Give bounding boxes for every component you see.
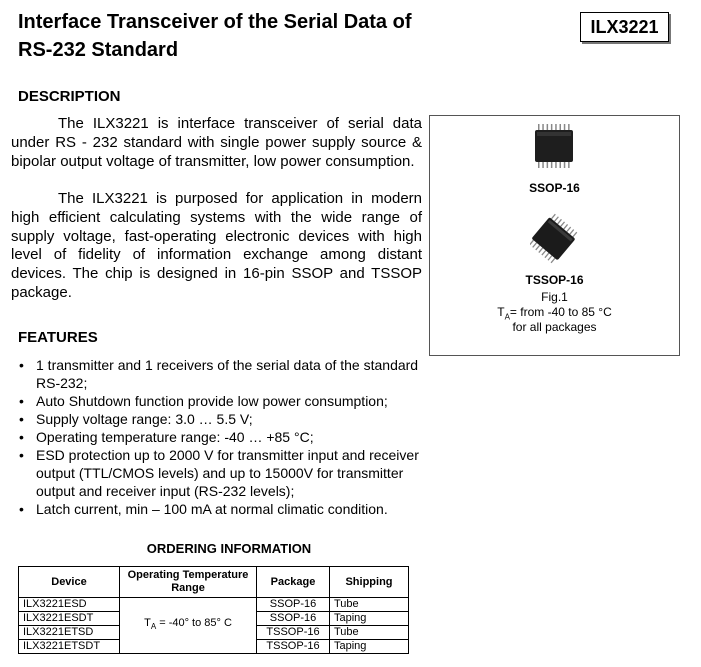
title-line-1: Interface Transceiver of the Serial Data of — [18, 11, 412, 33]
figure-caption: Fig.1 — [541, 290, 568, 304]
column-header-temperature: Operating Temperature Range — [120, 567, 257, 598]
column-header-package: Package — [257, 567, 330, 598]
tssop16-chip-icon — [530, 212, 580, 268]
shipping-cell: Tube — [330, 598, 409, 612]
device-cell: ILX3221ETSD — [19, 626, 120, 640]
list-item: • Latch current, min – 100 mA at normal climatic condition. — [18, 500, 428, 518]
package-cell: SSOP-16 — [257, 612, 330, 626]
temperature-range-cell: $T_A = -40^\circ$ to 85° C — [120, 598, 257, 654]
shipping-cell: Taping — [330, 640, 409, 654]
description-paragraph-2: The ILX3221 is purposed for application in modern high efficient calculating systems with the wide range of supply voltage, fast-operating electronic devices with high level of fidelity of information exchange among distant devices. The chip is designed in 16-pin SSOP and TSSOP package. — [11, 190, 422, 301]
table-row — [19, 598, 409, 612]
tssop16-label: TSSOP-16 — [525, 273, 584, 287]
ssop16-chip-icon — [534, 124, 574, 168]
package-cell: TSSOP-16 — [257, 640, 330, 654]
device-cell: ILX3221ESDT — [19, 612, 120, 626]
list-item: • Auto Shutdown function provide low power consumption; — [18, 392, 428, 410]
package-figure — [429, 115, 680, 356]
figure-note: for all packages — [512, 320, 597, 334]
package-cell: SSOP-16 — [257, 598, 330, 612]
shipping-cell: Tube — [330, 626, 409, 640]
list-item: • 1 transmitter and 1 receivers of the serial data of the standard RS-232; — [18, 356, 428, 392]
ssop16-label: SSOP-16 — [529, 181, 580, 195]
features-list — [18, 356, 428, 518]
ordering-heading: ORDERING INFORMATION — [146, 541, 312, 556]
column-header-shipping: Shipping — [330, 567, 409, 598]
title-line-2: RS-232 Standard — [18, 39, 179, 61]
features-heading: FEATURES — [18, 329, 98, 346]
page-title — [18, 8, 558, 64]
list-item: • Supply voltage range: 3.0 … 5.5 V; — [18, 410, 428, 428]
description-heading: DESCRIPTION — [18, 88, 121, 105]
list-item: • ESD protection up to 2000 V for transmitter input and receiver output (TTL/CMOS levels) and up to 15000V for transmitter output and receiver input (RS-232 levels); — [18, 446, 428, 500]
list-item: • Operating temperature range: -40 … +85 °C; — [18, 428, 428, 446]
device-cell: ILX3221ESD — [19, 598, 120, 612]
ordering-table — [18, 566, 409, 654]
part-number-box: ILX3221 — [580, 12, 669, 42]
device-cell: ILX3221ETSDT — [19, 640, 120, 654]
figure-temperature: $T_A=$ from -40 to 85 °C — [497, 305, 612, 322]
package-cell: TSSOP-16 — [257, 626, 330, 640]
description-paragraph-1: The ILX3221 is interface transceiver of serial data under RS - 232 standard with single power supply source & bipolar output voltage of transmitter, low power consumption. — [11, 115, 422, 170]
column-header-device: Device — [19, 567, 120, 598]
shipping-cell: Taping — [330, 612, 409, 626]
